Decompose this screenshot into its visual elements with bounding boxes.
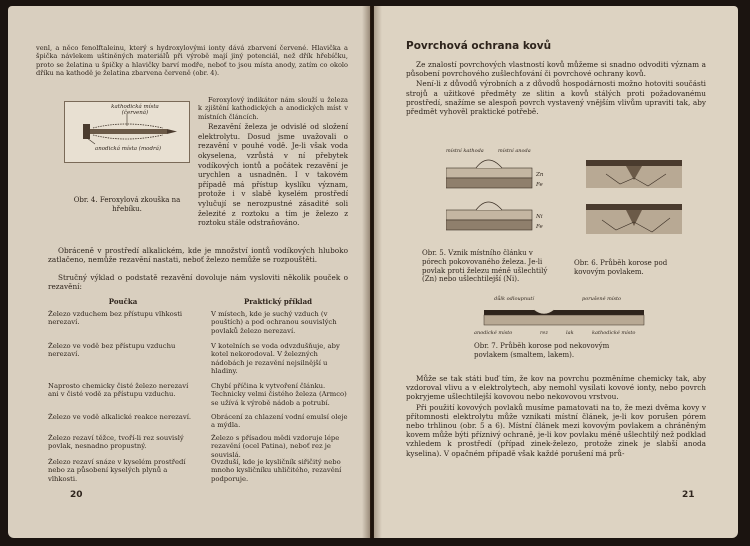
- figure-7-diagram: [474, 292, 654, 336]
- figure-5-caption: Obr. 5. Vznik místního článku v pórech pokovovaného železa. Je-li povlak proti železu méně ušlechtilý (Zn) nebo ušlechtilejší (Ni).: [422, 249, 548, 284]
- table-row-3-right: Chybí příčina k vytvoření článku. Technicky velmi čistého železa (Armco) se užívá k výrobě nádob a potrubí.: [211, 382, 347, 407]
- figure-5-label-fe-2: Fe: [536, 224, 543, 230]
- figure-4-caption: Obr. 4. Feroxylová zkouška na hřebíku.: [73, 196, 181, 213]
- right-intro-text: [406, 60, 706, 117]
- nail-shank: [89, 129, 167, 134]
- book-gutter: [362, 6, 382, 538]
- paragraph-2: Není-li z důvodů výrobních a z důvodů hospodárnosti možno hotoviti součásti strojů a užitkové předměty ze slitin a kovů stálých proti požadovanému prostředí, snažíme se alespoň povrch vystavený vnějším vlivům upraviti tak, aby předmět vyhověl praktické potřebě.: [406, 79, 706, 117]
- figure-6-caption: Obr. 6. Průběh korose pod kovovým povlakem.: [574, 259, 668, 276]
- table-row-1-right: V místech, kde je suchý vzduch (v pouštích) a pod ochranou souvislých povlaků železo nerezaví.: [211, 310, 337, 335]
- right-page: [374, 6, 738, 538]
- figure-7-label-rust: rez: [540, 330, 548, 336]
- paragraph-alkaline-text: Obráceně v prostředí alkalickém, kde je množství iontů vodíkových hluboko zatlačeno, nemůže rezavění nastati, neboť železo nemůže se rozpouštěti.: [48, 246, 348, 265]
- paragraph-1: Ze znalostí povrchových vlastností kovů můžeme si snadno odvoditi význam a působení povrchového zušlechťování či povrchové ochrany kovů.: [406, 60, 706, 79]
- side-paragraph-2: Rezavění železa je odvislé od složení elektrolytu. Dosud jsme uvažovali o rezavění v pouhé vodě. Je-li však voda okyselena, vzrůstá v ní přebytek vodíkových iontů a počátek rezavění je urychlen a usnadněn. I v takovém případě má přístup kyslíku význam, protože i v slabě kyselém prostředí vylučují se nerozpustné zásadité soli železité z roztoku a tím je železo z roztoku stále odstraňováno.: [198, 122, 348, 228]
- figure-5-label-ni: Ni: [536, 214, 543, 220]
- figure-5-label-cathode: místní kathoda: [446, 148, 484, 154]
- figure-4-cathode-label: kathodická místa (červená): [111, 104, 159, 116]
- figure-7-caption: Obr. 7. Průběh korose pod nekovovým povlakem (smaltem, lakem).: [474, 342, 610, 359]
- table-row-2-left: Železo ve vodě bez přístupu vzduchu nerezaví.: [48, 342, 176, 359]
- paragraph-summary: [48, 273, 348, 292]
- side-paragraph-1: Feroxylový indikátor nám slouží u železa k zjištění kathodických a anodických míst v místních článcích.: [198, 96, 348, 121]
- table-row-6-right: Ovzduší, kde je kysličník siřičitý nebo mnoho kysličníku uhličitého, rezavění podporuje.: [211, 458, 342, 483]
- table-row-3-left: Naprosto chemicky čisté železo nerezaví ani v čisté vodě za přístupu vzduchu.: [48, 382, 189, 399]
- table-header-left: Poučka: [108, 297, 138, 306]
- table-row-2-right: V kotelních se voda odvzdušňuje, aby kotel nekorodoval. V železných nádobách je rezavění nejsilnější u hladiny.: [211, 342, 340, 376]
- figure-5-label-anode: místní anoda: [498, 148, 531, 154]
- figure-4-anode-label: anodická místa (modrá): [94, 146, 162, 152]
- paragraph-3: Může se tak státi buď tím, že kov na povrchu pozměníme chemicky tak, aby vzdoroval vlivu a v elektrolytech, aby nemohl vysílati kovové ionty, nebo povrch pokryjeme ušlechtilejší kovovou nebo nekovovou vrstvou.: [406, 374, 706, 402]
- figure-7-label-lak: lak: [566, 330, 574, 336]
- nail-tip: [167, 129, 177, 134]
- figure-7-label-damaged: porušené místo: [582, 296, 622, 302]
- figure-7-label-anode: anodické místo: [474, 330, 513, 336]
- figure-4-nail: [64, 101, 190, 163]
- table-row-5-left: Železo rezaví těžce, tvoří-li rez souvislý povlak, nesnadno propustný.: [48, 434, 184, 451]
- table-row-4-right: Obrácení za chlazení vodní emulsí oleje a mýdla.: [211, 413, 348, 430]
- paragraph-alkaline: [48, 246, 348, 265]
- section-title: Povrchová ochrana kovů: [406, 40, 552, 52]
- table-row-5-right: Železo s přísadou mědi vzdoruje lépe rezavění (ocel Patina), neboť rez je souvislá.: [211, 434, 340, 459]
- right-page-number: 21: [682, 490, 695, 500]
- left-top-text: [36, 44, 348, 79]
- table-row-4-left: Železo ve vodě alkalické reakce nerezaví.: [48, 413, 192, 421]
- right-lower-text: [406, 374, 706, 459]
- table-row-6-left: Železo rezaví snáze v kyselém prostředí nebo za působení kyselých plynů a vlhkosti.: [48, 458, 186, 483]
- table-header-right: Praktický příklad: [243, 297, 313, 306]
- figure-5-diagram: [446, 144, 556, 240]
- figure-7-label-dent: důlk odloupnutí: [494, 296, 534, 302]
- left-page-number: 20: [70, 490, 83, 500]
- side-text: [198, 96, 348, 229]
- nail-head: [83, 124, 90, 139]
- figure-7-label-cathode: kathodické místo: [592, 330, 636, 336]
- figure-5-label-fe-1: Fe: [536, 182, 543, 188]
- figure-5-label-zn: Zn: [536, 172, 544, 178]
- left-top-paragraph: venl, a něco fenolftaleinu, který s hydroxylovými ionty dává zbarvení červené. Hlavička a špička návlekem uštiněných materiálů při výrobě mají jiný potenciál, než dřík hřebíčku, proto se želatina u špičky a hlavičky barví modře, neboť to jsou místa anody, zatím co okolo dříku na kathodě je želatina zbarvena červeně (obr. 4).: [36, 44, 348, 78]
- table-row-1-left: Železo vzduchem bez přístupu vlhkosti nerezaví.: [48, 310, 183, 327]
- left-page: [8, 6, 370, 538]
- paragraph-4: Při použití kovových povlaků musíme pamatovati na to, že mezi dvěma kovy v přítomnosti elektrolytu může vznikati místní článek, je-li kov porušen pórem nebo trhlinou (obr. 5 a 6). Místní článek mezi kovovým povlakem a chráněným kovem může býti příznivý ochraně, je-li kov povlaku méně ušlechtilý než podklad vzhledem k prostředí (případ zinek-železo, protože zinek je slabší anoda kyselina). V opačném případě však každé porušení má prů-: [406, 402, 706, 458]
- paragraph-summary-text: Stručný výklad o podstatě rezavění dovoluje nám vysloviti několik pouček o rezavění:: [48, 273, 348, 292]
- figure-6-diagram: [586, 154, 682, 240]
